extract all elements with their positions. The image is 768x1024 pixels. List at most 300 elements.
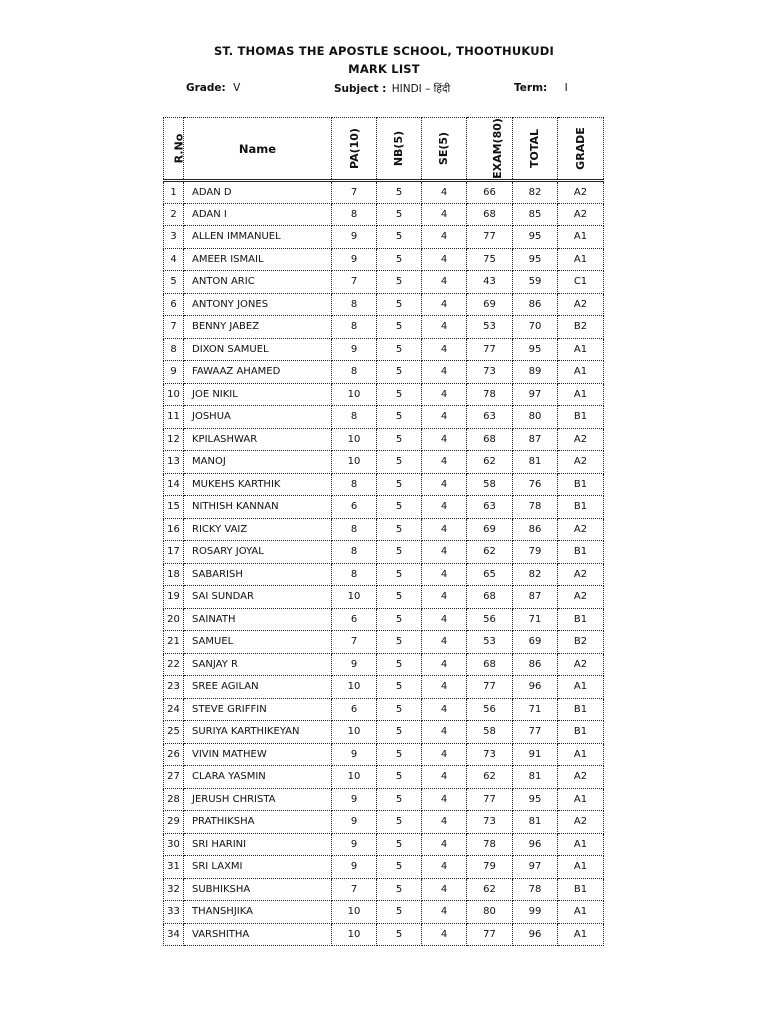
cell-rno: 26 bbox=[164, 743, 184, 766]
cell-grade: B1 bbox=[558, 496, 604, 519]
cell-nb: 5 bbox=[377, 406, 422, 429]
cell-pa: 8 bbox=[332, 541, 377, 564]
cell-exam: 62 bbox=[467, 766, 513, 789]
cell-total: 82 bbox=[513, 181, 558, 204]
table-row bbox=[164, 653, 604, 676]
cell-nb: 5 bbox=[377, 181, 422, 204]
cell-total: 97 bbox=[513, 856, 558, 879]
table-row bbox=[164, 586, 604, 609]
table-row bbox=[164, 833, 604, 856]
cell-se: 4 bbox=[422, 631, 467, 654]
cell-rno: 20 bbox=[164, 608, 184, 631]
cell-grade: B2 bbox=[558, 631, 604, 654]
term-label: Term: bbox=[514, 82, 548, 94]
cell-name: CLARA YASMIN bbox=[184, 766, 332, 789]
cell-nb: 5 bbox=[377, 541, 422, 564]
cell-name: BENNY JABEZ bbox=[184, 316, 332, 339]
cell-name: JOSHUA bbox=[184, 406, 332, 429]
table-row bbox=[164, 631, 604, 654]
cell-total: 81 bbox=[513, 451, 558, 474]
subject-label: Subject : bbox=[334, 83, 387, 95]
cell-total: 96 bbox=[513, 923, 558, 946]
cell-name: AMEER ISMAIL bbox=[184, 248, 332, 271]
cell-se: 4 bbox=[422, 878, 467, 901]
column-header-se: SE(5) bbox=[422, 118, 467, 181]
cell-exam: 53 bbox=[467, 631, 513, 654]
cell-pa: 9 bbox=[332, 653, 377, 676]
cell-pa: 10 bbox=[332, 428, 377, 451]
cell-pa: 8 bbox=[332, 203, 377, 226]
cell-total: 80 bbox=[513, 406, 558, 429]
cell-total: 79 bbox=[513, 541, 558, 564]
cell-se: 4 bbox=[422, 451, 467, 474]
cell-rno: 16 bbox=[164, 518, 184, 541]
cell-exam: 63 bbox=[467, 406, 513, 429]
cell-pa: 10 bbox=[332, 923, 377, 946]
cell-name: SAI SUNDAR bbox=[184, 586, 332, 609]
cell-pa: 7 bbox=[332, 271, 377, 294]
cell-exam: 77 bbox=[467, 788, 513, 811]
cell-rno: 34 bbox=[164, 923, 184, 946]
table-row bbox=[164, 181, 604, 204]
cell-rno: 19 bbox=[164, 586, 184, 609]
table-row bbox=[164, 878, 604, 901]
cell-exam: 53 bbox=[467, 316, 513, 339]
cell-nb: 5 bbox=[377, 766, 422, 789]
table-row bbox=[164, 563, 604, 586]
cell-name: ADAN D bbox=[184, 181, 332, 204]
cell-nb: 5 bbox=[377, 248, 422, 271]
cell-pa: 6 bbox=[332, 698, 377, 721]
cell-total: 71 bbox=[513, 608, 558, 631]
cell-grade: B1 bbox=[558, 721, 604, 744]
cell-se: 4 bbox=[422, 181, 467, 204]
cell-total: 95 bbox=[513, 338, 558, 361]
cell-grade: A2 bbox=[558, 563, 604, 586]
cell-se: 4 bbox=[422, 698, 467, 721]
cell-grade: A2 bbox=[558, 181, 604, 204]
cell-name: SRI HARINI bbox=[184, 833, 332, 856]
cell-name: SAMUEL bbox=[184, 631, 332, 654]
cell-grade: A1 bbox=[558, 226, 604, 249]
cell-total: 86 bbox=[513, 293, 558, 316]
column-header-exam: EXAM(80) bbox=[467, 118, 513, 181]
cell-pa: 8 bbox=[332, 361, 377, 384]
cell-rno: 11 bbox=[164, 406, 184, 429]
cell-rno: 23 bbox=[164, 676, 184, 699]
grade-value: V bbox=[233, 82, 241, 94]
cell-exam: 68 bbox=[467, 428, 513, 451]
column-header-rno: R.No bbox=[164, 118, 184, 181]
table-row bbox=[164, 203, 604, 226]
cell-pa: 9 bbox=[332, 811, 377, 834]
cell-nb: 5 bbox=[377, 653, 422, 676]
cell-exam: 56 bbox=[467, 698, 513, 721]
cell-nb: 5 bbox=[377, 743, 422, 766]
table-row bbox=[164, 788, 604, 811]
cell-rno: 14 bbox=[164, 473, 184, 496]
cell-exam: 63 bbox=[467, 496, 513, 519]
cell-total: 91 bbox=[513, 743, 558, 766]
cell-grade: A2 bbox=[558, 586, 604, 609]
cell-name: JOE NIKIL bbox=[184, 383, 332, 406]
cell-pa: 10 bbox=[332, 721, 377, 744]
cell-pa: 8 bbox=[332, 406, 377, 429]
cell-grade: A1 bbox=[558, 923, 604, 946]
cell-exam: 65 bbox=[467, 563, 513, 586]
cell-se: 4 bbox=[422, 563, 467, 586]
cell-se: 4 bbox=[422, 766, 467, 789]
cell-grade: A2 bbox=[558, 293, 604, 316]
cell-pa: 10 bbox=[332, 901, 377, 924]
cell-nb: 5 bbox=[377, 383, 422, 406]
cell-exam: 77 bbox=[467, 338, 513, 361]
column-header-total: TOTAL bbox=[513, 118, 558, 181]
cell-nb: 5 bbox=[377, 631, 422, 654]
cell-total: 86 bbox=[513, 653, 558, 676]
cell-total: 85 bbox=[513, 203, 558, 226]
cell-nb: 5 bbox=[377, 901, 422, 924]
cell-pa: 7 bbox=[332, 631, 377, 654]
cell-exam: 77 bbox=[467, 923, 513, 946]
cell-rno: 9 bbox=[164, 361, 184, 384]
cell-grade: A1 bbox=[558, 833, 604, 856]
table-row bbox=[164, 721, 604, 744]
cell-pa: 8 bbox=[332, 563, 377, 586]
cell-name: KPILASHWAR bbox=[184, 428, 332, 451]
cell-rno: 33 bbox=[164, 901, 184, 924]
cell-se: 4 bbox=[422, 226, 467, 249]
cell-se: 4 bbox=[422, 811, 467, 834]
cell-rno: 28 bbox=[164, 788, 184, 811]
table-row bbox=[164, 293, 604, 316]
cell-grade: A1 bbox=[558, 338, 604, 361]
cell-name: SURIYA KARTHIKEYAN bbox=[184, 721, 332, 744]
cell-pa: 7 bbox=[332, 878, 377, 901]
cell-nb: 5 bbox=[377, 338, 422, 361]
table-row bbox=[164, 541, 604, 564]
table-row bbox=[164, 698, 604, 721]
cell-name: SREE AGILAN bbox=[184, 676, 332, 699]
table-row bbox=[164, 226, 604, 249]
cell-pa: 10 bbox=[332, 766, 377, 789]
cell-rno: 27 bbox=[164, 766, 184, 789]
cell-rno: 7 bbox=[164, 316, 184, 339]
table-body bbox=[164, 181, 604, 946]
cell-grade: A1 bbox=[558, 248, 604, 271]
grade-info bbox=[186, 82, 240, 94]
cell-rno: 18 bbox=[164, 563, 184, 586]
cell-pa: 6 bbox=[332, 496, 377, 519]
cell-grade: B1 bbox=[558, 473, 604, 496]
cell-se: 4 bbox=[422, 856, 467, 879]
cell-exam: 73 bbox=[467, 743, 513, 766]
cell-grade: A2 bbox=[558, 811, 604, 834]
cell-rno: 8 bbox=[164, 338, 184, 361]
table-row bbox=[164, 676, 604, 699]
cell-rno: 12 bbox=[164, 428, 184, 451]
table-row bbox=[164, 518, 604, 541]
cell-name: ANTONY JONES bbox=[184, 293, 332, 316]
cell-pa: 8 bbox=[332, 473, 377, 496]
table-row bbox=[164, 766, 604, 789]
cell-rno: 6 bbox=[164, 293, 184, 316]
cell-pa: 6 bbox=[332, 608, 377, 631]
cell-exam: 68 bbox=[467, 653, 513, 676]
cell-exam: 62 bbox=[467, 878, 513, 901]
cell-nb: 5 bbox=[377, 878, 422, 901]
column-header-pa: PA(10) bbox=[332, 118, 377, 181]
cell-grade: C1 bbox=[558, 271, 604, 294]
cell-se: 4 bbox=[422, 271, 467, 294]
cell-rno: 4 bbox=[164, 248, 184, 271]
cell-total: 96 bbox=[513, 676, 558, 699]
cell-rno: 5 bbox=[164, 271, 184, 294]
table-row bbox=[164, 406, 604, 429]
cell-total: 96 bbox=[513, 833, 558, 856]
cell-grade: A2 bbox=[558, 451, 604, 474]
cell-total: 82 bbox=[513, 563, 558, 586]
cell-grade: A1 bbox=[558, 788, 604, 811]
cell-rno: 29 bbox=[164, 811, 184, 834]
table-row bbox=[164, 316, 604, 339]
cell-exam: 62 bbox=[467, 541, 513, 564]
cell-exam: 68 bbox=[467, 203, 513, 226]
cell-pa: 10 bbox=[332, 383, 377, 406]
cell-total: 95 bbox=[513, 788, 558, 811]
cell-pa: 9 bbox=[332, 856, 377, 879]
cell-rno: 10 bbox=[164, 383, 184, 406]
table-row bbox=[164, 451, 604, 474]
cell-se: 4 bbox=[422, 721, 467, 744]
cell-se: 4 bbox=[422, 361, 467, 384]
cell-se: 4 bbox=[422, 473, 467, 496]
cell-se: 4 bbox=[422, 383, 467, 406]
table-row bbox=[164, 271, 604, 294]
cell-se: 4 bbox=[422, 743, 467, 766]
cell-name: JERUSH CHRISTA bbox=[184, 788, 332, 811]
subject-info bbox=[334, 82, 450, 96]
cell-total: 78 bbox=[513, 878, 558, 901]
cell-se: 4 bbox=[422, 428, 467, 451]
cell-name: SABARISH bbox=[184, 563, 332, 586]
document-title: MARK LIST bbox=[348, 62, 420, 76]
column-header-name: Name bbox=[184, 118, 332, 181]
cell-grade: A2 bbox=[558, 203, 604, 226]
cell-grade: A2 bbox=[558, 766, 604, 789]
cell-total: 81 bbox=[513, 766, 558, 789]
cell-name: VARSHITHA bbox=[184, 923, 332, 946]
table-header-row bbox=[164, 118, 604, 181]
column-header-grade: GRADE bbox=[558, 118, 604, 181]
cell-nb: 5 bbox=[377, 923, 422, 946]
cell-pa: 8 bbox=[332, 293, 377, 316]
cell-exam: 80 bbox=[467, 901, 513, 924]
cell-se: 4 bbox=[422, 833, 467, 856]
cell-grade: A1 bbox=[558, 901, 604, 924]
mark-list-table bbox=[163, 117, 604, 946]
cell-name: ROSARY JOYAL bbox=[184, 541, 332, 564]
cell-total: 78 bbox=[513, 496, 558, 519]
cell-name: SUBHIKSHA bbox=[184, 878, 332, 901]
cell-exam: 69 bbox=[467, 293, 513, 316]
cell-grade: A1 bbox=[558, 743, 604, 766]
cell-name: DIXON SAMUEL bbox=[184, 338, 332, 361]
cell-se: 4 bbox=[422, 316, 467, 339]
cell-name: SAINATH bbox=[184, 608, 332, 631]
cell-pa: 9 bbox=[332, 743, 377, 766]
cell-grade: A2 bbox=[558, 518, 604, 541]
cell-rno: 1 bbox=[164, 181, 184, 204]
cell-total: 97 bbox=[513, 383, 558, 406]
cell-exam: 69 bbox=[467, 518, 513, 541]
cell-se: 4 bbox=[422, 203, 467, 226]
cell-total: 77 bbox=[513, 721, 558, 744]
cell-pa: 10 bbox=[332, 676, 377, 699]
table-row bbox=[164, 361, 604, 384]
subject-value: HINDI – हिंदी bbox=[391, 83, 451, 95]
table-row bbox=[164, 248, 604, 271]
cell-exam: 56 bbox=[467, 608, 513, 631]
term-value: I bbox=[564, 82, 568, 94]
cell-rno: 3 bbox=[164, 226, 184, 249]
cell-total: 89 bbox=[513, 361, 558, 384]
cell-pa: 9 bbox=[332, 833, 377, 856]
cell-total: 87 bbox=[513, 586, 558, 609]
table-row bbox=[164, 473, 604, 496]
cell-rno: 13 bbox=[164, 451, 184, 474]
cell-name: ANTON ARIC bbox=[184, 271, 332, 294]
cell-exam: 78 bbox=[467, 833, 513, 856]
cell-total: 70 bbox=[513, 316, 558, 339]
cell-nb: 5 bbox=[377, 496, 422, 519]
cell-grade: B2 bbox=[558, 316, 604, 339]
cell-rno: 17 bbox=[164, 541, 184, 564]
cell-nb: 5 bbox=[377, 518, 422, 541]
cell-name: SANJAY R bbox=[184, 653, 332, 676]
cell-exam: 58 bbox=[467, 721, 513, 744]
table-row bbox=[164, 383, 604, 406]
cell-name: NITHISH KANNAN bbox=[184, 496, 332, 519]
cell-se: 4 bbox=[422, 608, 467, 631]
cell-name: MANOJ bbox=[184, 451, 332, 474]
cell-grade: A1 bbox=[558, 361, 604, 384]
cell-grade: B1 bbox=[558, 541, 604, 564]
cell-grade: A1 bbox=[558, 676, 604, 699]
cell-exam: 43 bbox=[467, 271, 513, 294]
cell-nb: 5 bbox=[377, 721, 422, 744]
cell-pa: 7 bbox=[332, 181, 377, 204]
table-row bbox=[164, 811, 604, 834]
table-row bbox=[164, 743, 604, 766]
cell-nb: 5 bbox=[377, 271, 422, 294]
cell-total: 86 bbox=[513, 518, 558, 541]
cell-nb: 5 bbox=[377, 203, 422, 226]
cell-grade: B1 bbox=[558, 878, 604, 901]
cell-nb: 5 bbox=[377, 788, 422, 811]
cell-nb: 5 bbox=[377, 361, 422, 384]
column-header-nb: NB(5) bbox=[377, 118, 422, 181]
cell-nb: 5 bbox=[377, 586, 422, 609]
cell-nb: 5 bbox=[377, 428, 422, 451]
table-row bbox=[164, 923, 604, 946]
grade-label: Grade: bbox=[186, 82, 226, 94]
cell-rno: 31 bbox=[164, 856, 184, 879]
cell-se: 4 bbox=[422, 541, 467, 564]
cell-rno: 2 bbox=[164, 203, 184, 226]
cell-total: 69 bbox=[513, 631, 558, 654]
cell-total: 87 bbox=[513, 428, 558, 451]
cell-pa: 9 bbox=[332, 338, 377, 361]
table-row bbox=[164, 608, 604, 631]
cell-grade: B1 bbox=[558, 698, 604, 721]
cell-name: SRI LAXMI bbox=[184, 856, 332, 879]
cell-se: 4 bbox=[422, 518, 467, 541]
cell-exam: 77 bbox=[467, 676, 513, 699]
cell-grade: A2 bbox=[558, 653, 604, 676]
cell-total: 81 bbox=[513, 811, 558, 834]
cell-grade: A2 bbox=[558, 428, 604, 451]
cell-se: 4 bbox=[422, 653, 467, 676]
cell-name: THANSHJIKA bbox=[184, 901, 332, 924]
table-row bbox=[164, 496, 604, 519]
cell-grade: A1 bbox=[558, 856, 604, 879]
cell-exam: 75 bbox=[467, 248, 513, 271]
cell-pa: 10 bbox=[332, 451, 377, 474]
cell-se: 4 bbox=[422, 923, 467, 946]
cell-nb: 5 bbox=[377, 811, 422, 834]
cell-name: FAWAAZ AHAMED bbox=[184, 361, 332, 384]
cell-pa: 8 bbox=[332, 518, 377, 541]
cell-exam: 66 bbox=[467, 181, 513, 204]
cell-pa: 9 bbox=[332, 226, 377, 249]
cell-total: 71 bbox=[513, 698, 558, 721]
cell-total: 95 bbox=[513, 226, 558, 249]
cell-exam: 62 bbox=[467, 451, 513, 474]
cell-nb: 5 bbox=[377, 856, 422, 879]
cell-total: 76 bbox=[513, 473, 558, 496]
cell-grade: B1 bbox=[558, 608, 604, 631]
cell-name: ADAN I bbox=[184, 203, 332, 226]
cell-name: MUKEHS KARTHIK bbox=[184, 473, 332, 496]
cell-nb: 5 bbox=[377, 293, 422, 316]
cell-exam: 58 bbox=[467, 473, 513, 496]
cell-se: 4 bbox=[422, 338, 467, 361]
cell-total: 95 bbox=[513, 248, 558, 271]
cell-se: 4 bbox=[422, 586, 467, 609]
cell-nb: 5 bbox=[377, 563, 422, 586]
cell-se: 4 bbox=[422, 788, 467, 811]
cell-se: 4 bbox=[422, 406, 467, 429]
cell-pa: 8 bbox=[332, 316, 377, 339]
cell-grade: A1 bbox=[558, 383, 604, 406]
cell-nb: 5 bbox=[377, 698, 422, 721]
cell-nb: 5 bbox=[377, 676, 422, 699]
cell-exam: 68 bbox=[467, 586, 513, 609]
table-row bbox=[164, 901, 604, 924]
cell-name: VIVIN MATHEW bbox=[184, 743, 332, 766]
cell-pa: 9 bbox=[332, 788, 377, 811]
cell-se: 4 bbox=[422, 248, 467, 271]
cell-rno: 22 bbox=[164, 653, 184, 676]
cell-name: RICKY VAIZ bbox=[184, 518, 332, 541]
cell-rno: 30 bbox=[164, 833, 184, 856]
table-row bbox=[164, 338, 604, 361]
table-row bbox=[164, 856, 604, 879]
cell-exam: 73 bbox=[467, 361, 513, 384]
cell-nb: 5 bbox=[377, 833, 422, 856]
cell-nb: 5 bbox=[377, 316, 422, 339]
